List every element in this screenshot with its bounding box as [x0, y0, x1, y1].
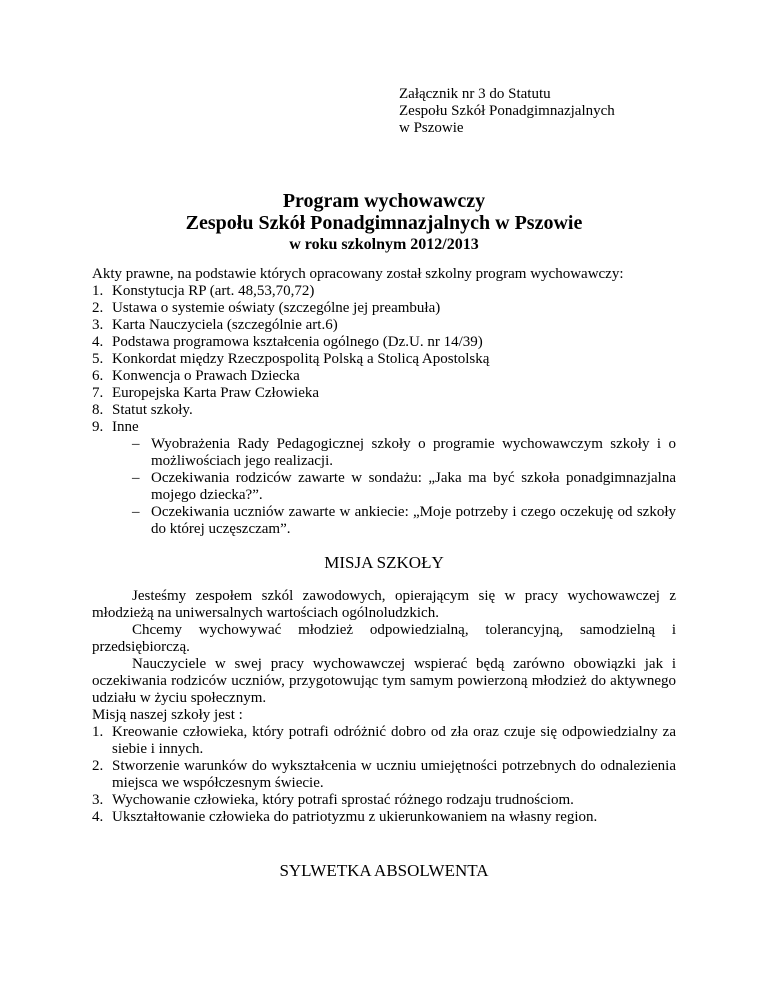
dash-item-text: Oczekiwania uczniów zawarte w ankiecie: „Moje potrzeby i czego oczekuję od szkoły do której uczęszczam”.	[151, 504, 676, 537]
list-item	[92, 724, 676, 758]
item-number: 5.	[92, 351, 104, 367]
title-line-1: Program wychowawczy	[282, 190, 486, 212]
legal-acts-list	[92, 283, 676, 538]
item-text: Wychowanie człowieka, który potrafi sprostać różnego rodzaju trudnościom.	[112, 792, 574, 808]
item-text: Stworzenie warunków do wykształcenia w uczniu umiejętności potrzebnych do odnalezienia miejsca we współczesnym świecie.	[112, 758, 676, 791]
school-year: w roku szkolnym 2012/2013	[289, 236, 479, 253]
dash-item	[132, 504, 676, 538]
list-item	[92, 809, 676, 826]
list-item	[92, 792, 676, 809]
mission-heading: MISJA SZKOŁY	[324, 553, 444, 572]
list-item	[92, 368, 676, 385]
mission-paragraph: Jesteśmy zespołem szkól zawodowych, opierającym się w pracy wychowawczej z młodzieżą na uniwersalnych wartościach ogólnoludzkich.	[92, 588, 676, 621]
list-item	[92, 419, 676, 538]
item-number: 8.	[92, 402, 104, 418]
item-text: Europejska Karta Praw Człowieka	[112, 385, 320, 401]
item-text: Podstawa programowa kształcenia ogólnego (Dz.U. nr 14/39)	[112, 334, 483, 350]
annex-line: Załącznik nr 3 do Statutu	[399, 86, 551, 102]
dash-bullet: –	[132, 504, 140, 520]
dash-item-text: Oczekiwania rodziców zawarte w sondażu: „Jaka ma być szkoła ponadgimnazjalna mojego dziecka?”.	[151, 470, 676, 503]
item-number: 4.	[92, 334, 104, 350]
mission-list-intro: Misją naszej szkoły jest :	[92, 707, 243, 723]
list-item	[92, 283, 676, 300]
item-number: 7.	[92, 385, 104, 401]
list-item	[92, 402, 676, 419]
list-item	[92, 758, 676, 792]
dash-item	[132, 470, 676, 504]
annex-note	[399, 86, 615, 137]
mission-list	[92, 724, 676, 826]
document-body	[92, 266, 676, 826]
title-line-2: Zespołu Szkół Ponadgimnazjalnych w Pszowie	[185, 212, 583, 234]
mission-paragraph: Nauczyciele w swej pracy wychowawczej wspierać będą zarówno obowiązki jak i oczekiwania rodziców uczniów, przygotowując tym samym powierzoną młodzież do aktywnego udziału w życiu społecznym.	[92, 656, 676, 706]
item-text: Statut szkoły.	[112, 402, 193, 418]
item-number: 2.	[92, 758, 104, 774]
item-number: 6.	[92, 368, 104, 384]
list-item	[92, 385, 676, 402]
list-item	[92, 334, 676, 351]
item-text: Ukształtowanie człowieka do patriotyzmu z ukierunkowaniem na własny region.	[112, 809, 598, 825]
item-number: 1.	[92, 283, 104, 299]
list-item	[92, 317, 676, 334]
annex-line: Zespołu Szkół Ponadgimnazjalnych	[399, 103, 615, 119]
item-number: 3.	[92, 317, 104, 333]
other-sources-list	[112, 436, 676, 538]
item-number: 1.	[92, 724, 104, 740]
item-number: 9.	[92, 419, 104, 435]
legal-acts-intro: Akty prawne, na podstawie których opracowany został szkolny program wychowawczy:	[92, 266, 624, 282]
item-number: 4.	[92, 809, 104, 825]
list-item	[92, 351, 676, 368]
graduate-profile-heading: SYLWETKA ABSOLWENTA	[279, 861, 489, 880]
item-text: Inne	[112, 419, 139, 435]
item-text: Kreowanie człowieka, który potrafi odróżnić dobro od zła oraz czuje się odpowiedzialny za siebie i innych.	[112, 724, 676, 757]
item-number: 3.	[92, 792, 104, 808]
annex-line: w Pszowie	[399, 120, 464, 136]
item-text: Konkordat między Rzeczpospolitą Polską a Stolicą Apostolską	[112, 351, 490, 367]
dash-item-text: Wyobrażenia Rady Pedagogicznej szkoły o programie wychowawczym szkoły i o możliwościach jego realizacji.	[151, 436, 676, 469]
dash-bullet: –	[132, 470, 140, 486]
item-text: Konstytucja RP (art. 48,53,70,72)	[112, 283, 315, 299]
item-number: 2.	[92, 300, 104, 316]
dash-bullet: –	[132, 436, 140, 452]
mission-paragraph: Chcemy wychowywać młodzież odpowiedzialną, tolerancyjną, samodzielną i przedsiębiorczą.	[92, 622, 676, 655]
item-text: Konwencja o Prawach Dziecka	[112, 368, 300, 384]
item-text: Karta Nauczyciela (szczególnie art.6)	[112, 317, 338, 333]
item-text: Ustawa o systemie oświaty (szczególne jej preambuła)	[112, 300, 441, 316]
dash-item	[132, 436, 676, 470]
list-item	[92, 300, 676, 317]
document-title	[0, 190, 768, 255]
